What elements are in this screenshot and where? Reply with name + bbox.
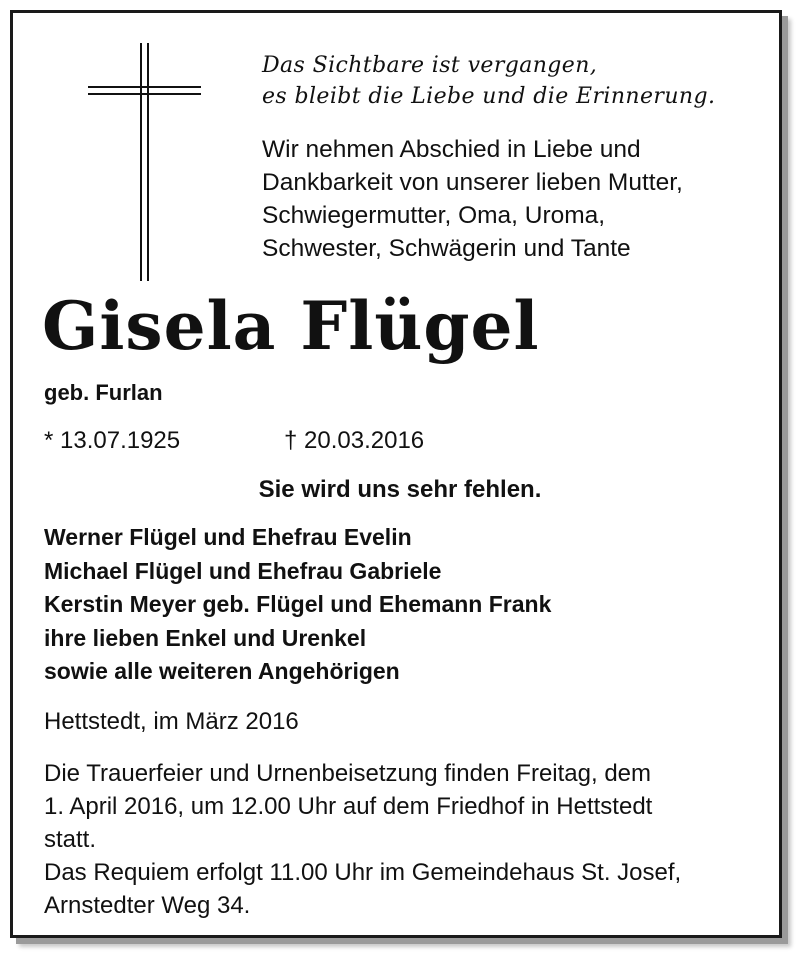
quote-line-2: es bleibt die Liebe und die Erinnerung. bbox=[262, 84, 716, 109]
deceased-name: Gisela Flügel bbox=[42, 287, 540, 365]
cross-vertical-line-right bbox=[147, 43, 149, 281]
cross-horizontal-line-bottom bbox=[88, 93, 201, 95]
funeral-line-3: statt. bbox=[44, 826, 97, 853]
intro-line-1: Wir nehmen Abschied in Liebe und bbox=[262, 136, 641, 163]
mourner-item: Michael Flügel und Ehefrau Gabriele bbox=[44, 557, 442, 584]
memorial-quote bbox=[262, 50, 715, 112]
missed-statement: Sie wird uns sehr fehlen. bbox=[258, 476, 542, 503]
intro-line-2: Dankbarkeit von unserer lieben Mutter, bbox=[262, 169, 683, 196]
mourner-item: sowie alle weiteren Angehörigen bbox=[44, 658, 400, 684]
funeral-line-1: Die Trauerfeier und Urnenbeisetzung finden Freitag, dem bbox=[44, 760, 652, 787]
mourner-item: Werner Flügel und Ehefrau Evelin bbox=[44, 524, 412, 550]
cross-horizontal-line-top bbox=[88, 86, 201, 88]
farewell-intro bbox=[262, 133, 683, 265]
cross-vertical-line-left bbox=[140, 43, 142, 281]
funeral-line-2: 1. April 2016, um 12.00 Uhr auf dem Friedhof in Hettstedt bbox=[44, 793, 653, 820]
funeral-line-5: Arnstedter Weg 34. bbox=[44, 892, 251, 919]
intro-line-3: Schwiegermutter, Oma, Uroma, bbox=[262, 202, 606, 229]
funeral-details bbox=[44, 757, 681, 922]
maiden-name: geb. Furlan bbox=[44, 380, 163, 405]
place-and-date: Hettstedt, im März 2016 bbox=[44, 708, 299, 735]
mourners-list bbox=[44, 521, 551, 689]
mourner-item: Kerstin Meyer geb. Flügel und Ehemann Frank bbox=[44, 591, 552, 617]
death-date: † 20.03.2016 bbox=[284, 427, 425, 454]
quote-line-1: Das Sichtbare ist vergangen, bbox=[262, 53, 598, 78]
mourner-item: ihre lieben Enkel und Urenkel bbox=[44, 624, 367, 651]
birth-date: * 13.07.1925 bbox=[44, 427, 181, 454]
intro-line-4: Schwester, Schwägerin und Tante bbox=[262, 235, 631, 262]
funeral-line-4: Das Requiem erfolgt 11.00 Uhr im Gemeindehaus St. Josef, bbox=[44, 859, 682, 886]
